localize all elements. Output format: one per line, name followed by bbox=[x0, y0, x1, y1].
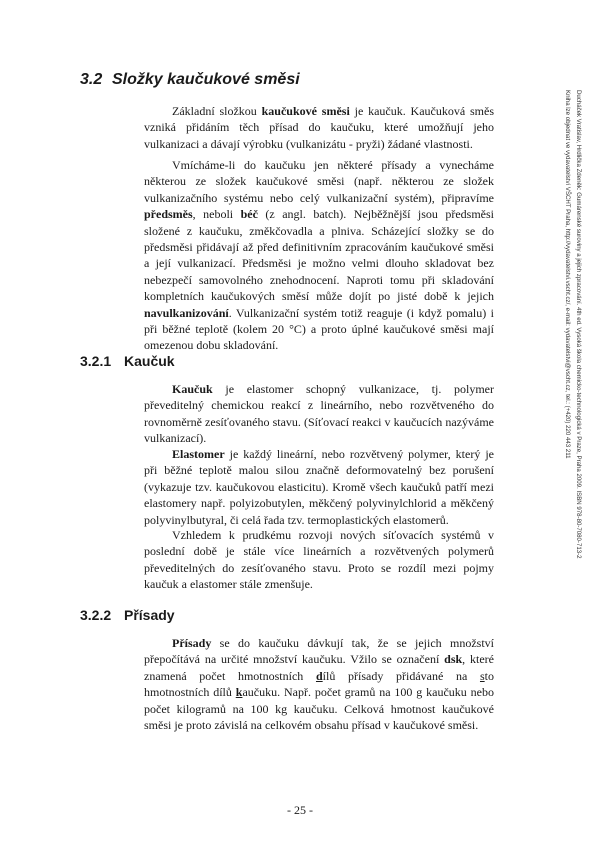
subsection-title: Kaučuk bbox=[124, 353, 175, 369]
bold-term-kaucukova-smes: kaučukové směsi bbox=[261, 104, 350, 118]
paragraph-predsmes bbox=[144, 157, 494, 354]
text-run: Vzhledem k prudkému rozvoji nových síťovacích systémů v poslední době je stále více lineárních a rozvětvených polymerů převeditelných do zesíťovaného stavu. Proto se rozdíl mezi pojmy kaučuk a elastomer stále zmenšuje. bbox=[144, 528, 494, 592]
text-run: Vmícháme-li do kaučuku jen některé přísady a vynecháme některou ze složek kaučukové směsi (např. některou ze složek vulkanizačního systému nebo celý vulkanizační systém), připravíme bbox=[144, 158, 494, 205]
subsection-title: Přísady bbox=[124, 607, 175, 623]
text-run: . Vulkanizační systém totiž reaguje (i když pomalu) i při běžné teplotě (kolem 20 °C) a proto úplné kaučukové směsi mají omezenou dobu skladování. bbox=[144, 305, 494, 353]
paragraph-crosslinking bbox=[144, 527, 494, 593]
citation-line: Ducháček Vratislav, Hrdlička Zdeněk: Gumárenské suroviny a jejich zpracování. 4th ed. Vysoká škola chemicko-technologická v Praze, Praha 2009. ISBN 978-80-7080-713-2 bbox=[575, 90, 582, 559]
text-run: aučuku. Např. počet gramů na 100 g kaučuku nebo počet kilogramů na 100 kg kaučuku. Celková hmotnost kaučukové směsi je proto závislá na celkovém obsahu přísad v kaučukové směsi. bbox=[144, 685, 495, 733]
text-run: Základní složkou bbox=[172, 104, 262, 118]
text-run: ílů přísady přidávané na bbox=[322, 668, 480, 683]
bold-term-predsmes: předsměs bbox=[144, 207, 193, 222]
text-run: , které znamená počet hmotnostních bbox=[144, 652, 495, 683]
text-run: (z angl. batch). Nejběžnější jsou předsměsi složené z kaučuku, změkčovadla a plniva. Scházející složky se do předsměsi přidávají až před definitivním zpracováním kaučukové směsi a její vulkanizací. Předsměsi je možno velmi dlouho skladovat bez nebezpečí samovolného znehodnocení. Naproti tomu při skladování kompletních kaučukových směsí může dojít po jisté době k jejich bbox=[144, 207, 494, 304]
side-citation bbox=[548, 90, 584, 710]
subsection-number: 3.2.1 bbox=[80, 353, 112, 369]
underlined-letter-d: d bbox=[315, 668, 323, 683]
bold-term-prisady: Přísady bbox=[172, 636, 212, 650]
bold-term-elastomer: Elastomer bbox=[172, 447, 225, 461]
section-heading bbox=[80, 71, 300, 89]
section-title: Složky kaučukové směsi bbox=[112, 71, 300, 88]
subsection-heading-prisady bbox=[80, 607, 175, 623]
text-run: to hmotnostních dílů bbox=[144, 668, 494, 700]
bold-term-bec: béč bbox=[240, 207, 258, 222]
text-run: je každý lineární, nebo rozvětvený polymer, který je při běžné teplotě malou silou značně deformovatelný bez porušení (vykazuje tzv. kaučukovou elasticitu). Kromě všech kaučuků patří mezi elastomery např. polyizobutylen, měkčený polyvinylchlorid a měkčený polyvinylbutyral, či celá řada tzv. termoplastických elastomerů. bbox=[144, 447, 494, 527]
text-run: je kaučuk. Kaučuková směs vzniká přidáním těch přísad do kaučuku, které umožňují jeho vulkanizaci a dávají výrobku (vulkanizátu - pryži) žádané vlastnosti. bbox=[144, 104, 495, 151]
bold-term-dsk: dsk bbox=[444, 652, 463, 667]
paragraph-kaucuk-definition bbox=[144, 381, 494, 447]
paragraph-intro bbox=[144, 103, 494, 152]
ordering-line: Kniha lze objednat ve vydavatelství VŠCHT Praha, http://vydavatelstvi.vscht.cz/, e-mail: vydavatelstvi@vscht.cz, tel.: (+420) 220 443 211 bbox=[564, 90, 571, 459]
underlined-letter-s: s bbox=[479, 668, 485, 683]
section-number: 3.2 bbox=[80, 71, 103, 88]
bold-term-kaucuk: Kaučuk bbox=[172, 382, 213, 396]
paragraph-elastomer-definition bbox=[144, 446, 494, 528]
bold-term-navulkanizovani: navulkanizování bbox=[144, 305, 229, 320]
text-run: , neboli bbox=[192, 207, 241, 222]
text-run: je elastomer schopný vulkanizace, tj. polymer převeditelný chemickou reakcí z lineárního, nebo rozvětveného do rovnoměrně zesíťovaného stavu. (Síťovací reakci v kaučucích nazýváme vulkanizací). bbox=[144, 382, 494, 446]
underlined-letter-k: k bbox=[235, 685, 243, 700]
text-run: se do kaučuku dávkují tak, že se jejich množství přepočítává na určité množství kaučuku. Vžilo se označení bbox=[144, 636, 494, 667]
side-citation-text bbox=[562, 90, 584, 710]
page-number: - 25 - bbox=[287, 803, 313, 817]
paragraph-prisady bbox=[144, 635, 494, 733]
subsection-number: 3.2.2 bbox=[80, 607, 112, 623]
subsection-heading-kaucuk bbox=[80, 353, 175, 369]
